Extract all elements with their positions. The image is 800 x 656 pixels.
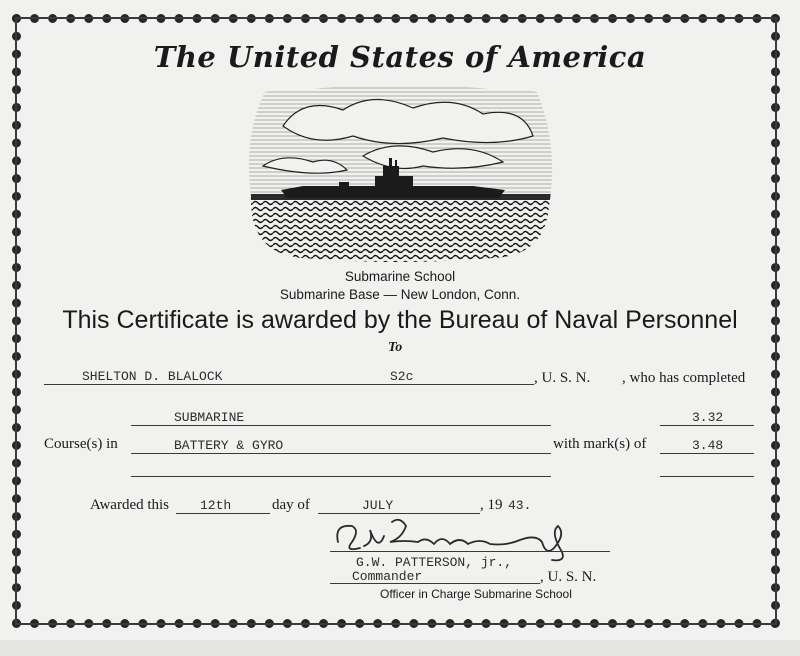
day-of-label: day of (272, 497, 310, 513)
course-label: Course(s) in (44, 436, 118, 452)
completed-label: , who has completed (622, 370, 746, 386)
course-line-1 (131, 425, 551, 426)
course-1: SUBMARINE (174, 410, 245, 425)
mark-2: 3.48 (692, 438, 724, 453)
school-block (0, 268, 800, 304)
award-month: JULY (362, 498, 394, 513)
mark-line-2 (660, 453, 754, 454)
recipient-rate: S2c (390, 369, 414, 384)
paper-edge (0, 640, 800, 656)
award-day: 12th (200, 498, 232, 513)
award-year: 43. (508, 498, 532, 513)
awarded-label: Awarded this (90, 497, 170, 513)
signer-name: G.W. PATTERSON, jr., (356, 555, 513, 570)
school-location: Submarine Base — New London, Conn. (279, 287, 521, 302)
course-line-2 (131, 453, 551, 454)
mark-1: 3.32 (692, 410, 724, 425)
day-line (176, 513, 270, 514)
recipient-line (44, 384, 534, 385)
school-name: Submarine School (344, 269, 456, 284)
to-label: To (388, 340, 403, 355)
recipient-name: SHELTON D. BLALOCK (82, 369, 223, 384)
submarine-engraving (243, 86, 559, 262)
certificate-headline: This Certificate is awarded by the Bureau of Naval Personnel (62, 306, 738, 334)
signer-rank: Commander (352, 569, 423, 584)
signer-service: , U. S. N. (540, 569, 597, 585)
signature-line (330, 551, 610, 552)
course-line-3 (131, 476, 551, 477)
service-label: , U. S. N. (534, 370, 591, 386)
mark-line-3 (660, 476, 754, 477)
signer-title: Officer in Charge Submarine School (380, 587, 572, 601)
year-label: , 19 (480, 497, 503, 513)
mark-line-1 (660, 425, 754, 426)
certificate-title: The United States of America (153, 40, 647, 74)
course-2: BATTERY & GYRO (174, 438, 284, 453)
marks-label: with mark(s) of (553, 436, 647, 452)
